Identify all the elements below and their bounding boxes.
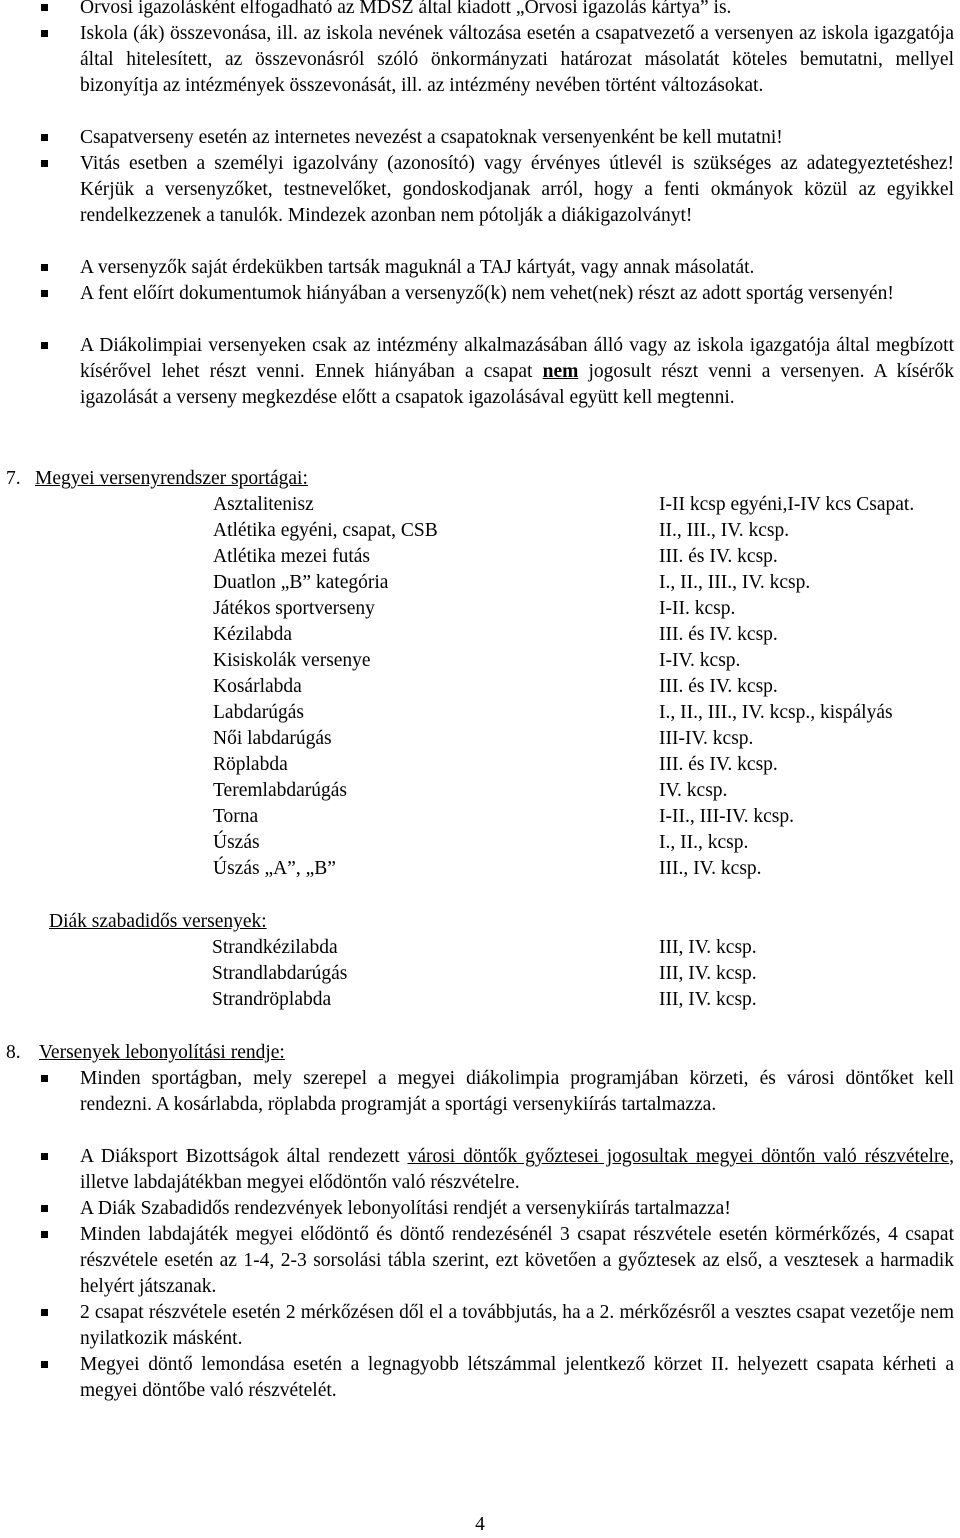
section-number: 8. (6, 1042, 21, 1063)
bullet-icon (41, 290, 48, 297)
bullet-icon (41, 1309, 48, 1316)
sport-name: Labdarúgás (213, 702, 304, 723)
bullet-icon (41, 4, 48, 11)
list-item: 2 csapat részvétele esetén 2 mérkőzésen dől el a továbbjutás, ha a 2. mérkőzésről a vesztes csapat vezetője nem nyilatkozik másként. (0, 1300, 960, 1352)
list-item: Orvosi igazolásként elfogadható az MDSZ által kiadott „Orvosi igazolás kártya” is. (0, 0, 960, 21)
sport-name: Kisiskolák versenye (213, 650, 371, 671)
paragraph-text: jogosult részt venni a versenyen. A kísérők igazolását a verseny megkezdése előtt a csapatok igazolásával együtt kell megtenni. (80, 361, 954, 408)
sport-name: Strandröplabda (212, 989, 332, 1010)
sport-category: I-II., III-IV. kcsp. (659, 806, 795, 827)
sport-category: III, IV. kcsp. (659, 989, 757, 1010)
list-item: Csapatverseny esetén az internetes nevezést a csapatoknak versenyenként be kell mutatni! (0, 125, 960, 151)
list-item: A Diák Szabadidős rendezvények lebonyolítási rendjét a versenykiírás tartalmazza! (0, 1196, 960, 1222)
sport-name: Játékos sportverseny (213, 598, 375, 619)
sport-category: III, IV. kcsp. (659, 963, 757, 984)
bullet-icon (41, 30, 48, 37)
sport-name: Strandlabdarúgás (212, 963, 348, 984)
paragraph-text: A Diákolimpiai versenyeken csak az intézmény alkalmazásában álló vagy az iskola igazgatója által megbízott kísérővel lehet részt venni. Ennek hiányában a csapat (80, 335, 954, 382)
bullet-icon (41, 264, 48, 271)
sport-name: Kézilabda (213, 624, 293, 645)
bullet-icon (41, 134, 48, 141)
sport-name: Női labdarúgás (213, 728, 332, 749)
sport-name: Atlétika mezei futás (213, 546, 371, 567)
list-item (0, 1144, 960, 1196)
bullet-icon (41, 1075, 48, 1082)
sport-name: Atlétika egyéni, csapat, CSB (213, 520, 438, 541)
sport-name: Asztalitenisz (213, 494, 314, 515)
bullet-icon (41, 1153, 48, 1160)
sport-name: Röplabda (213, 754, 288, 775)
list-item: A fent előírt dokumentumok hiányában a versenyző(k) nem vehet(nek) részt az adott sportág versenyén! (0, 281, 960, 307)
list-item: A versenyzők saját érdekükben tartsák maguknál a TAJ kártyát, vagy annak másolatát. (0, 255, 960, 281)
sport-category: III. és IV. kcsp. (659, 754, 778, 775)
bullet-icon (41, 342, 48, 349)
sport-category: III-IV. kcsp. (659, 728, 754, 749)
sport-category: I-II kcsp egyéni,I-IV kcs Csapat. (659, 494, 915, 515)
section-number: 7. (6, 468, 21, 489)
sport-category: III., IV. kcsp. (659, 858, 762, 879)
sport-name: Strandkézilabda (212, 937, 338, 958)
list-item (0, 333, 960, 411)
sport-category: III. és IV. kcsp. (659, 676, 778, 697)
paragraph-text: , illetve labdajátékban megyei elődöntőn való részvételre. (80, 1146, 954, 1193)
sport-category: II., III., IV. kcsp. (659, 520, 790, 541)
list-item: Vitás esetben a személyi igazolvány (azonosító) vagy érvényes útlevél is szükséges az adategyeztetéshez! Kérjük a versenyzőket, testnevelőket, gondoskodjanak arról, hogy a fenti okmányok közül az egyikkel rendelkezzenek a tanulók. Mindezek azonban nem pótolják a diákigazolványt! (0, 151, 960, 229)
list-item: Minden labdajáték megyei elődöntő és döntő rendezésénél 3 csapat részvétele esetén körmérkőzés, 4 csapat részvétele esetén az 1-4, 2-3 sorsolási tábla szerint, ezt követően a győztesek az első, a vesztesek a harmadik helyért játszanak. (0, 1222, 960, 1300)
bullet-icon (41, 160, 48, 167)
paragraph-text: A Diáksport Bizottságok által rendezett (80, 1146, 408, 1167)
bullet-icon (41, 1231, 48, 1238)
list-item: Iskola (ák) összevonása, ill. az iskola nevének változása esetén a csapatvezető a versenyen az iskola igazgatója által hitelesített, az összevonásról szóló önkormányzati határozat másolatát köteles bemutatni, mellyel bizonyítja az intézmények összevonását, ill. az intézmény nevében történt változásokat. (0, 21, 960, 99)
emphasis-text: nem (542, 361, 579, 382)
sport-category: I-II. kcsp. (659, 598, 736, 619)
underlined-text: városi döntők győztesei jogosultak megyei döntőn való részvételre (407, 1146, 950, 1167)
bullet-icon (41, 1205, 48, 1212)
list-item: Minden sportágban, mely szerepel a megyei diákolimpia programjában körzeti, és városi döntőket kell rendezni. A kosárlabda, röplabda programját a sportági versenykiírás tartalmazza. (0, 1066, 960, 1118)
section-title: Versenyek lebonyolítási rendje: (39, 1042, 285, 1063)
sport-category: III. és IV. kcsp. (659, 546, 778, 567)
sport-name: Kosárlabda (213, 676, 302, 697)
sport-category: I., II., III., IV. kcsp., kispályás (659, 702, 893, 723)
sport-name: Torna (213, 806, 259, 827)
bullet-icon (41, 1361, 48, 1368)
sport-category: IV. kcsp. (659, 780, 728, 801)
subsection-title: Diák szabadidős versenyek: (49, 911, 267, 932)
page-number: 4 (475, 1514, 485, 1535)
sport-category: III. és IV. kcsp. (659, 624, 778, 645)
sport-category: I., II., III., IV. kcsp. (659, 572, 811, 593)
sport-category: III, IV. kcsp. (659, 937, 757, 958)
list-item: Megyei döntő lemondása esetén a legnagyobb létszámmal jelentkező körzet II. helyezett csapata kérheti a megyei döntőbe való részvételét. (0, 1352, 960, 1404)
sport-name: Úszás (213, 832, 260, 853)
section-title: Megyei versenyrendszer sportágai: (35, 468, 308, 489)
sport-category: I-IV. kcsp. (659, 650, 741, 671)
sport-name: Úszás „A”, „B” (213, 858, 336, 879)
sport-category: I., II., kcsp. (659, 832, 749, 853)
sport-name: Teremlabdarúgás (213, 780, 347, 801)
sport-name: Duatlon „B” kategória (213, 572, 389, 593)
